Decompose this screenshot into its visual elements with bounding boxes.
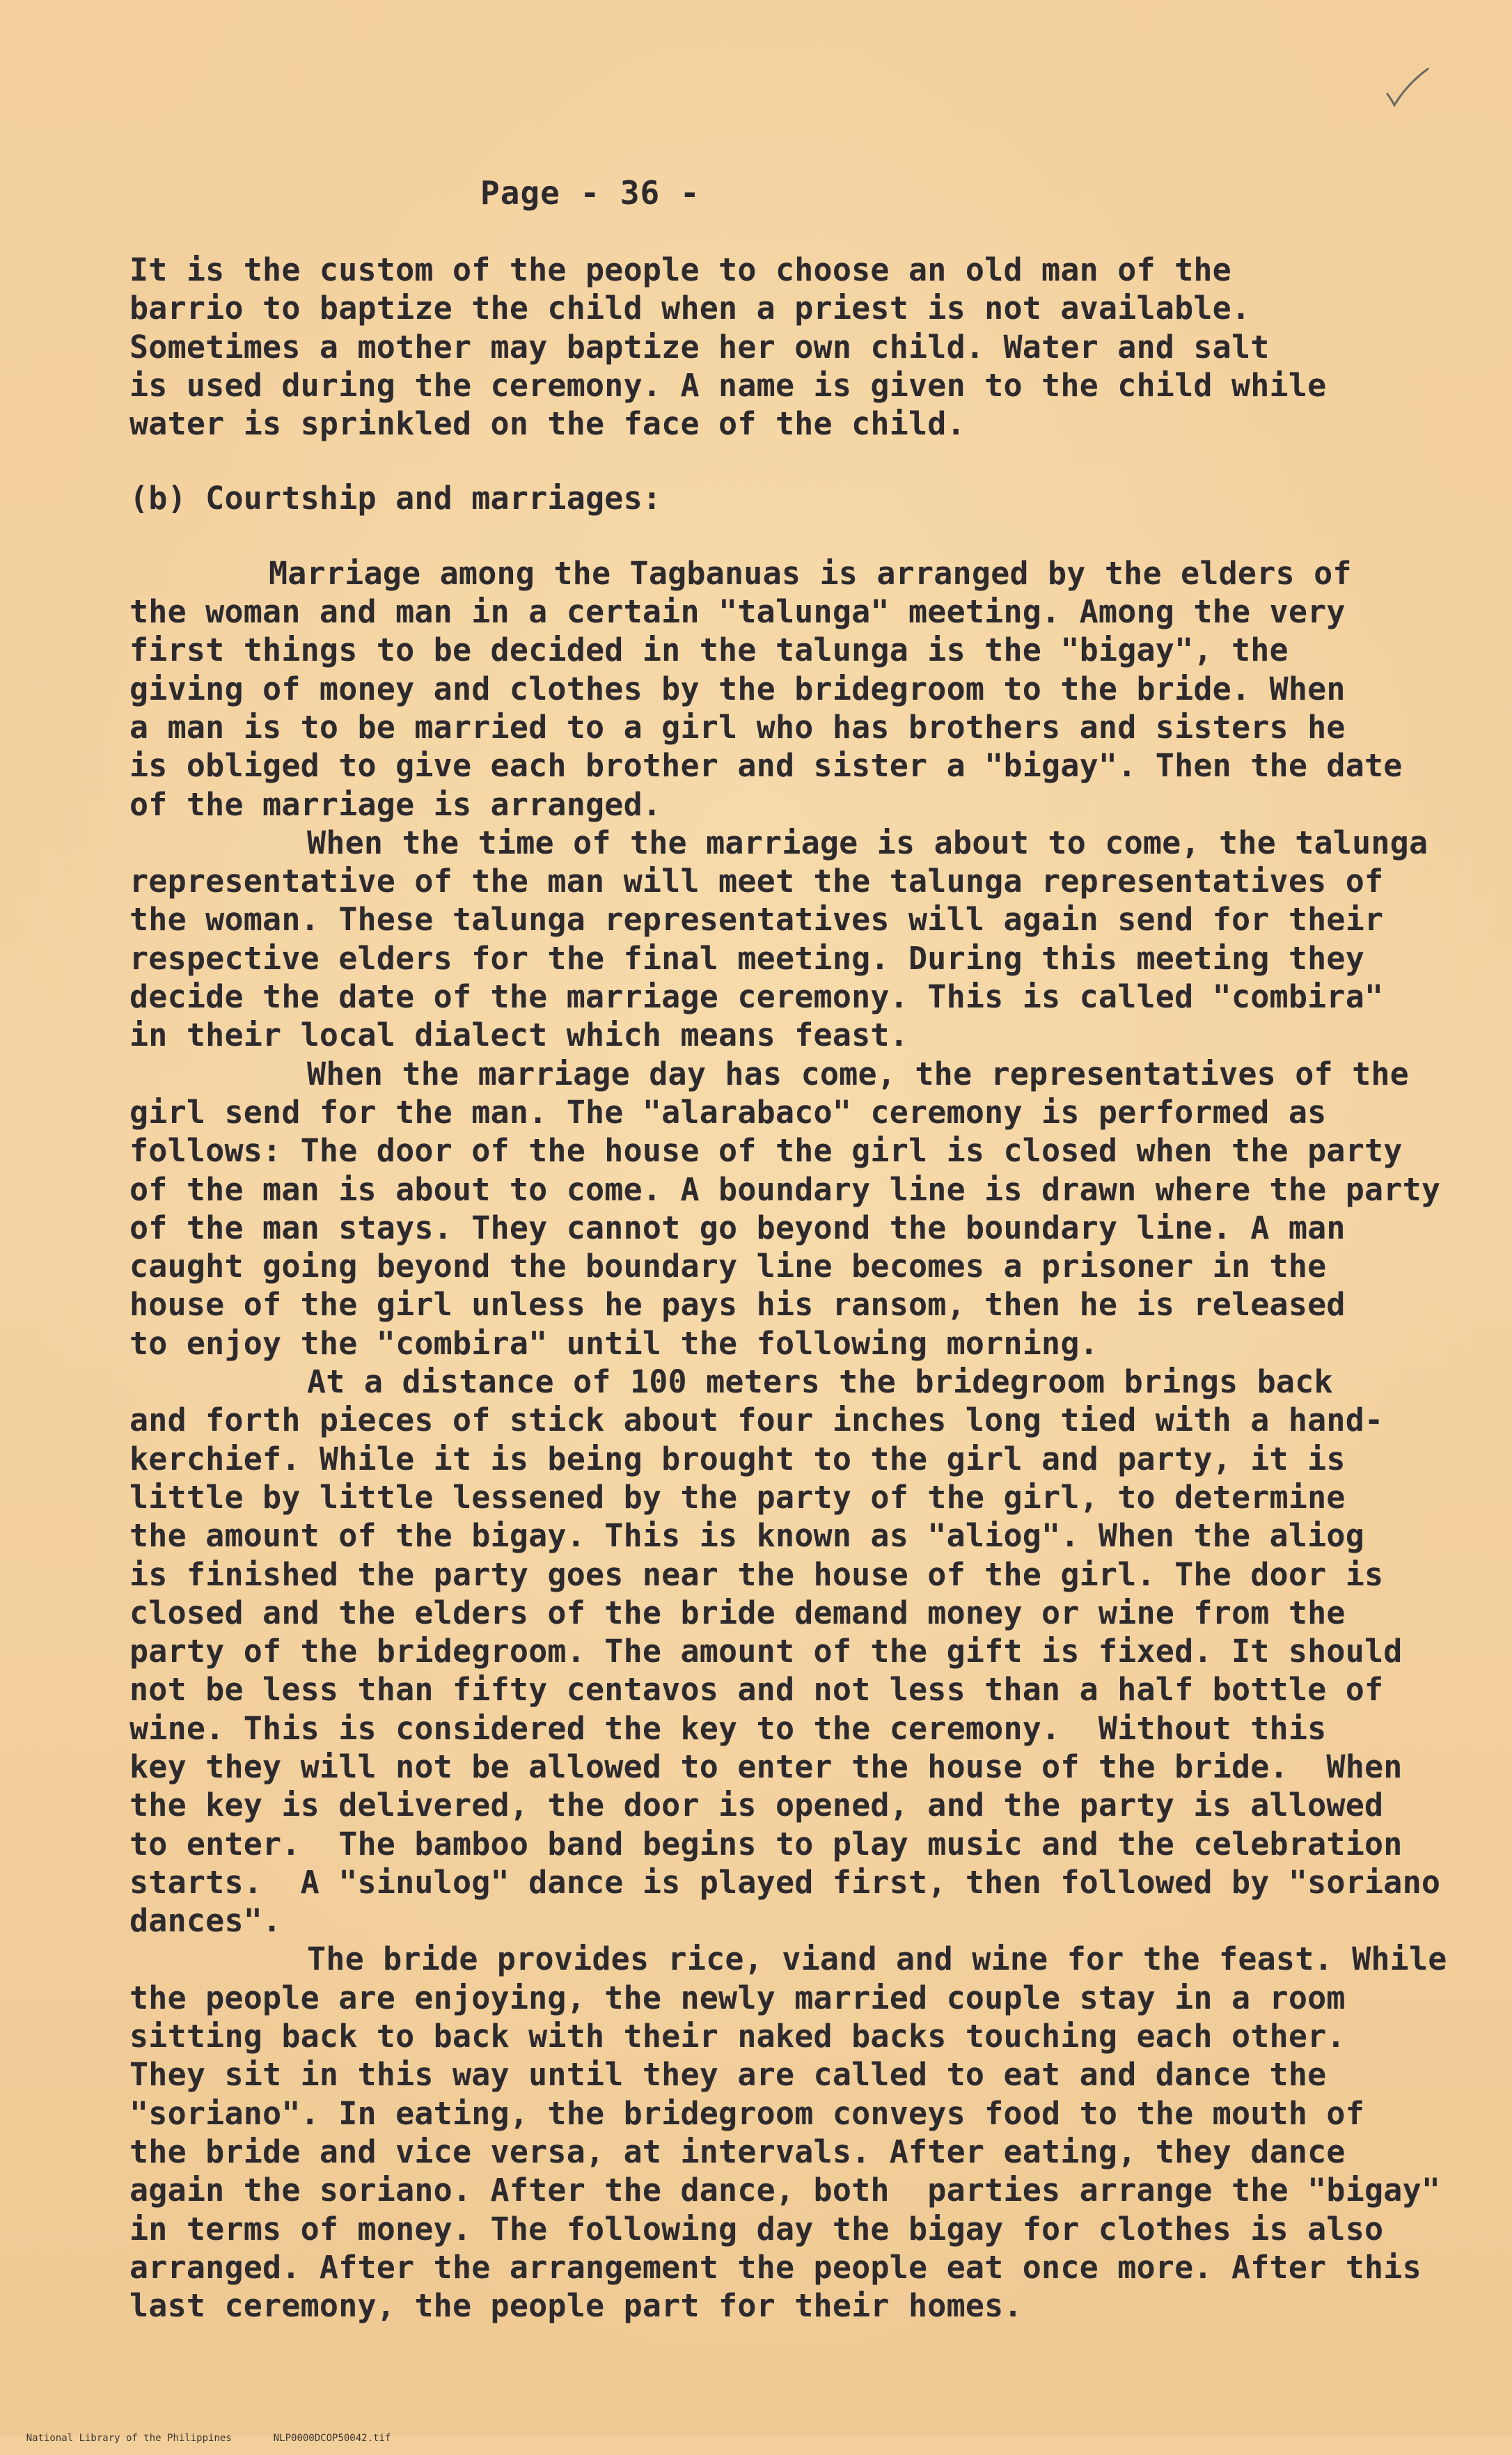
text-line: the woman and man in a certain "talunga" meeting. Among the very xyxy=(129,593,1346,631)
text-line: When the time of the marriage is about to come, the talunga xyxy=(307,824,1428,861)
text-line: follows: The door of the house of the girl is closed when the party xyxy=(129,1132,1403,1170)
text-line: again the soriano. After the dance, both parties arrange the "bigay" xyxy=(129,2172,1441,2209)
text-line: kerchief. While it is being brought to the girl and party, it is xyxy=(129,1440,1346,1477)
text-line: dances". xyxy=(129,1902,282,1940)
paragraph-marriage-arrangement xyxy=(129,554,1438,824)
paragraph-baptism xyxy=(129,251,1438,443)
text-line: representative of the man will meet the talunga representatives of xyxy=(129,863,1384,900)
text-line: in terms of money. The following day the bigay for clothes is also xyxy=(129,2210,1384,2248)
text-line: first things to be decided in the talunga is the "bigay", the xyxy=(129,632,1289,669)
paragraph-alarabaco xyxy=(129,1055,1441,1363)
checkmark-icon xyxy=(1382,66,1431,108)
text-line: closed and the elders of the bride demand money or wine from the xyxy=(129,1594,1346,1631)
section-heading: (b) Courtship and marriages: xyxy=(129,480,662,517)
text-line: Sometimes a mother may baptize her own child. Water and salt xyxy=(129,328,1270,366)
footer-library: National Library of the Philippines xyxy=(26,2433,232,2444)
text-line: giving of money and clothes by the bridegroom to the bride. When xyxy=(129,670,1346,707)
text-line: caught going beyond the boundary line becomes a prisoner in the xyxy=(129,1248,1327,1285)
text-line: is finished the party goes near the house of the girl. The door is xyxy=(129,1555,1384,1593)
text-line: the woman. These talunga representatives will again send for their xyxy=(129,901,1384,939)
text-line: of the marriage is arranged. xyxy=(129,785,662,823)
text-line: When the marriage day has come, the representatives of the xyxy=(307,1055,1409,1092)
text-line: is used during the ceremony. A name is given to the child while xyxy=(129,366,1327,404)
text-line: last ceremony, the people part for their homes. xyxy=(129,2287,1023,2325)
text-line: the people are enjoying, the newly married couple stay in a room xyxy=(129,1979,1346,2016)
text-line: They sit in this way until they are called to eat and dance the xyxy=(129,2056,1327,2094)
text-line: of the man stays. They cannot go beyond the boundary line. A man xyxy=(129,1209,1346,1246)
paragraph-aliog xyxy=(129,1363,1441,1940)
scan-footer xyxy=(3,2422,391,2455)
text-line: the amount of the bigay. This is known as "aliog". When the aliog xyxy=(129,1517,1364,1555)
text-line: respective elders for the final meeting. During this meeting they xyxy=(129,939,1364,977)
text-line: barrio to baptize the child when a priest is not available. xyxy=(129,290,1251,327)
text-line: is obliged to give each brother and sister a "bigay". Then the date xyxy=(129,747,1403,785)
text-line: girl send for the man. The "alarabaco" ceremony is performed as xyxy=(129,1093,1327,1131)
text-line: starts. A "sinulog" dance is played first, then followed by "soriano xyxy=(129,1863,1441,1901)
document-body xyxy=(129,251,1447,2325)
text-line: to enjoy the "combira" until the following morning. xyxy=(129,1324,1098,1362)
text-line: sitting back to back with their naked backs touching each other. xyxy=(129,2018,1346,2055)
text-line: and forth pieces of stick about four inches long tied with a hand- xyxy=(129,1402,1384,1439)
text-line: "soriano". In eating, the bridegroom conveys food to the mouth of xyxy=(129,2094,1364,2132)
text-line: of the man is about to come. A boundary line is drawn where the party xyxy=(129,1170,1441,1208)
page-number-header: Page - 36 - xyxy=(480,174,700,212)
text-line: party of the bridegroom. The amount of the gift is fixed. It should xyxy=(129,1633,1403,1670)
text-line: The bride provides rice, viand and wine for the feast. While xyxy=(307,1940,1447,1978)
footer-filename: NLP0000DCOP50042.tif xyxy=(273,2433,391,2444)
text-line: water is sprinkled on the face of the child. xyxy=(129,405,966,443)
text-line: not be less than fifty centavos and not less than a half bottle of xyxy=(129,1671,1384,1709)
paragraph-feast xyxy=(129,1940,1447,2325)
text-line: in their local dialect which means feast. xyxy=(129,1017,908,1054)
text-line: the key is delivered, the door is opened, and the party is allowed xyxy=(129,1787,1384,1824)
text-line: It is the custom of the people to choose an old man of the xyxy=(129,251,1231,288)
text-line: Marriage among the Tagbanuas is arranged by the elders of xyxy=(269,554,1352,592)
text-line: to enter. The bamboo band begins to play music and the celebration xyxy=(129,1825,1403,1862)
text-line: the bride and vice versa, at intervals. After eating, they dance xyxy=(129,2133,1346,2170)
paragraph-talunga xyxy=(129,824,1438,1055)
text-line: At a distance of 100 meters the bridegroom brings back xyxy=(307,1363,1333,1401)
text-line: key they will not be allowed to enter the house of the bride. When xyxy=(129,1748,1403,1785)
text-line: a man is to be married to a girl who has brothers and sisters he xyxy=(129,708,1346,746)
text-line: arranged. After the arrangement the people eat once more. After this xyxy=(129,2248,1422,2286)
text-line: decide the date of the marriage ceremony. This is called "combira" xyxy=(129,978,1384,1016)
text-line: house of the girl unless he pays his ransom, then he is released xyxy=(129,1286,1346,1324)
text-line: wine. This is considered the key to the ceremony. Without this xyxy=(129,1709,1327,1747)
text-line: little by little lessened by the party of the girl, to determine xyxy=(129,1478,1346,1516)
